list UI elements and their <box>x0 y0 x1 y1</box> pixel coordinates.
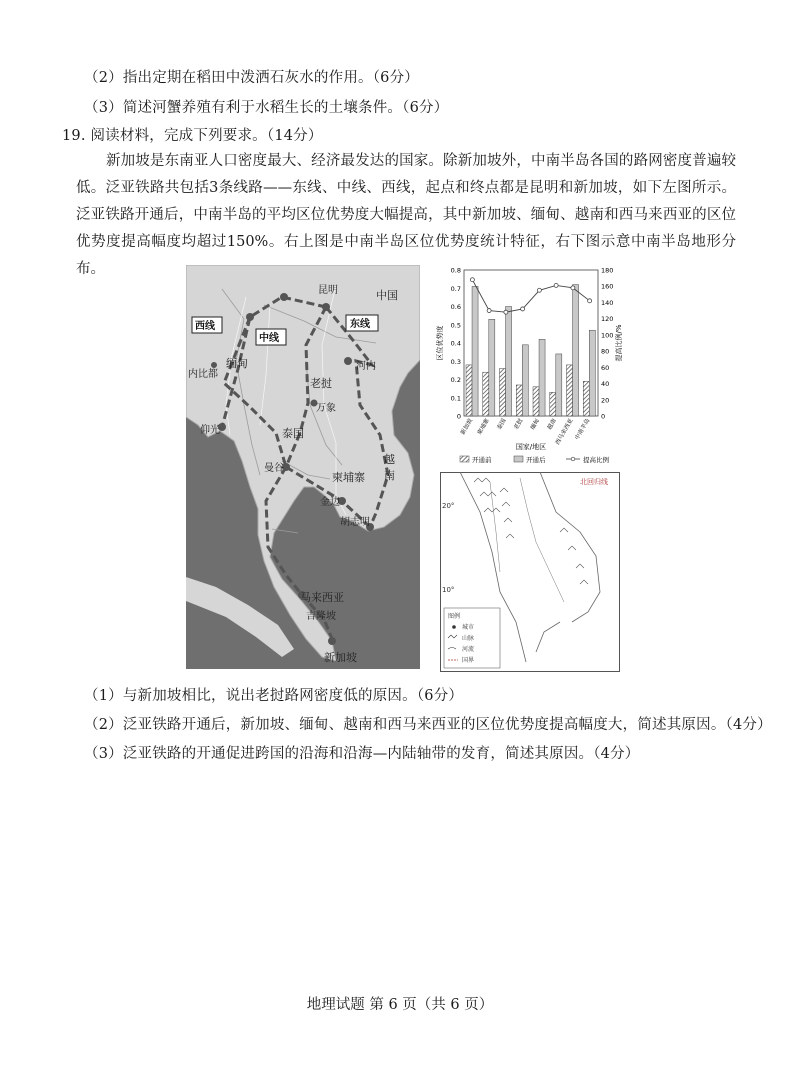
bar-before <box>550 392 556 416</box>
label-malaysia: 马来西亚 <box>300 591 344 604</box>
ratio-point <box>588 299 592 303</box>
bar-before <box>567 365 573 416</box>
legend-ratio-marker <box>571 457 575 461</box>
label-viet: 越 <box>384 453 395 466</box>
legend-mountain: 山脉 <box>462 635 475 642</box>
y2-tick-label: 160 <box>601 282 614 291</box>
bar-after <box>506 307 512 417</box>
label-west-line: 西线 <box>195 321 215 332</box>
y2-axis-label: 提高比例/% <box>615 324 623 362</box>
label-china: 中国 <box>376 289 398 302</box>
y2-tick-label: 40 <box>601 380 610 389</box>
label-laos: 老挝 <box>310 377 332 390</box>
label-kunming: 昆明 <box>318 285 338 296</box>
bar-after <box>472 286 478 416</box>
bar-before <box>583 381 589 416</box>
location-advantage-chart <box>432 262 628 468</box>
terrain-legend-title: 图例 <box>448 613 461 620</box>
lat-10: 10° <box>442 586 455 594</box>
ratio-point <box>537 288 541 292</box>
label-kuala-lumpur: 吉隆坡 <box>306 611 336 622</box>
y-tick-label: 0.5 <box>450 321 461 330</box>
bar-after <box>522 345 528 416</box>
bar-before <box>533 387 539 416</box>
ratio-point <box>571 286 575 290</box>
legend-ratio-label: 提高比例 <box>583 456 609 464</box>
question-19-material: 新加坡是东南亚人口密度最大、经济最发达的国家。除新加坡外，中南半岛各国的路网密度普遍较低。泛亚铁路共包括3条线路——东线、中线、西线，起点和终点都是昆明和新加坡，如下左图所示。泛亚铁路开通后，中南半岛的平均区位优势度大幅提高，其中新加坡、缅甸、越南和西马来西亚的区位优势度提高幅度均超过150%。右上图是中南半岛区位优势度统计特征，右下图示意中南半岛地形分布。 <box>76 153 736 277</box>
legend-river: 河流 <box>462 646 475 653</box>
label-naypyidaw: 内比都 <box>188 369 218 380</box>
legend-after-label: 开通后 <box>526 456 546 464</box>
y-tick-label: 0.8 <box>450 266 461 275</box>
label-myanmar: 缅甸 <box>226 357 248 370</box>
category-label: 越南 <box>546 418 558 432</box>
ratio-point <box>487 309 491 313</box>
lat-20: 20° <box>442 502 455 510</box>
category-label: 新加坡 <box>460 418 475 437</box>
y2-tick-label: 0 <box>601 412 606 421</box>
y-tick-label: 0 <box>456 412 461 421</box>
category-label: 老挝 <box>513 418 525 432</box>
bar-after <box>489 319 495 416</box>
label-singapore: 新加坡 <box>324 651 357 664</box>
label-cambodia: 柬埔寨 <box>332 471 365 484</box>
x-axis-label: 国家/地区 <box>515 443 547 451</box>
question-19-2: （2）泛亚铁路开通后，新加坡、缅甸、越南和西马来西亚的区位优势度提高幅度大，简述其原因。（4分） <box>84 717 772 733</box>
label-bangkok: 曼谷 <box>264 463 284 474</box>
y-tick-label: 0.1 <box>450 394 461 403</box>
bar-before <box>500 369 506 416</box>
category-label: 泰国 <box>496 418 508 432</box>
legend-after-swatch <box>514 456 523 462</box>
y-tick-label: 0.7 <box>450 284 461 293</box>
question-19-3: （3）泛亚铁路的开通促进跨国的沿海和沿海—内陆轴带的发育，简述其原因。（4分） <box>84 746 640 762</box>
ratio-line <box>472 280 589 312</box>
ratio-point <box>470 278 474 282</box>
y-axis-label: 区位优势度 <box>436 325 444 361</box>
y-tick-label: 0.4 <box>450 339 461 348</box>
y2-tick-label: 140 <box>601 298 614 307</box>
question-18-3: （3）简述河蟹养殖有利于水稻生长的土壤条件。（6分） <box>84 100 449 116</box>
y2-tick-label: 80 <box>601 347 610 356</box>
category-label: 西马来西亚 <box>554 418 575 447</box>
pan-asia-railway-map <box>186 265 420 669</box>
question-19-1: （1）与新加坡相比，说出老挝路网密度低的原因。（6分） <box>84 688 464 704</box>
label-east-line: 东线 <box>350 319 370 330</box>
legend-border: 国界 <box>462 657 475 664</box>
page-footer: 地理试题 第 6 页（共 6 页） <box>306 997 494 1013</box>
bar-after <box>589 330 595 416</box>
y2-tick-label: 60 <box>601 363 610 372</box>
question-18-2: （2）指出定期在稻田中泼洒石灰水的作用。（6分） <box>84 70 419 86</box>
legend-city: 城市 <box>462 624 475 631</box>
tropic-label: 北回归线 <box>580 478 608 486</box>
category-label: 柬埔寨 <box>476 418 491 437</box>
bar-before <box>483 372 489 416</box>
legend-city-symbol <box>452 625 456 629</box>
y2-tick-label: 120 <box>601 315 614 324</box>
bar-before <box>466 365 472 416</box>
y-tick-label: 0.2 <box>450 376 461 384</box>
label-nam: 南 <box>384 469 395 482</box>
legend-before-swatch <box>460 456 469 462</box>
label-ho-chi-minh: 胡志明 <box>340 517 370 528</box>
y2-tick-label: 180 <box>601 266 614 275</box>
label-phnom-penh: 金边 <box>320 497 340 508</box>
bar-after <box>539 339 545 416</box>
y2-tick-label: 20 <box>601 396 610 405</box>
category-label: 中南半岛 <box>574 418 592 442</box>
ratio-point <box>521 307 525 311</box>
question-19-heading: 19. 阅读材料，完成下列要求。（14分） <box>62 128 323 144</box>
y-tick-label: 0.6 <box>450 303 461 311</box>
category-label: 缅甸 <box>530 418 542 432</box>
label-vientiane: 万象 <box>316 403 336 414</box>
y2-tick-label: 100 <box>601 331 614 340</box>
ratio-point <box>504 310 508 314</box>
bar-after <box>573 285 579 416</box>
label-middle-line: 中线 <box>259 333 279 344</box>
y-tick-label: 0.3 <box>450 357 461 366</box>
label-yangon: 仰光 <box>200 425 220 436</box>
label-thailand: 泰国 <box>282 427 304 440</box>
terrain-map <box>440 472 620 672</box>
legend-before-label: 开通前 <box>472 456 492 464</box>
label-hanoi: 河内 <box>356 361 376 372</box>
bar-after <box>556 354 562 416</box>
bar-before <box>516 385 522 416</box>
ratio-point <box>554 283 558 287</box>
